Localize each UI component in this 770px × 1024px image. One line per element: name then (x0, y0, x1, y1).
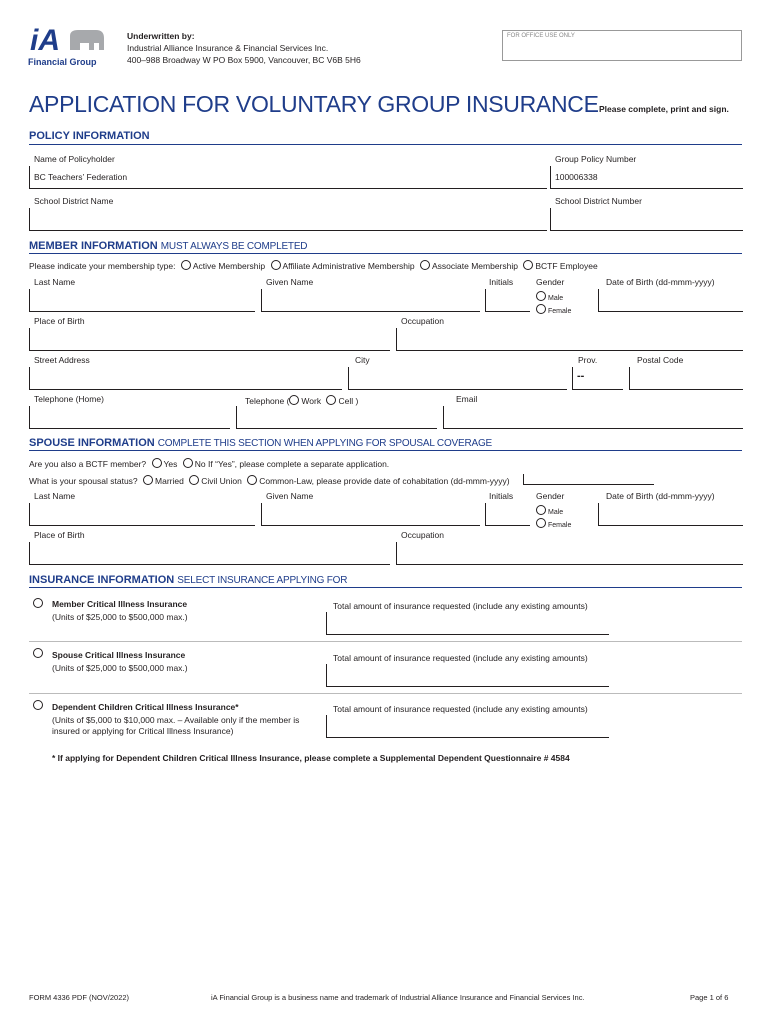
spouse-given-name-label: Given Name (266, 491, 314, 501)
postal-code-field[interactable] (629, 367, 743, 390)
telephone-cell-label: Cell ) (338, 396, 359, 406)
spouse-male-radio[interactable] (536, 505, 546, 515)
member-last-name-label: Last Name (34, 277, 76, 287)
logo-subtitle: Financial Group (28, 57, 97, 67)
email-label: Email (456, 394, 478, 404)
member-male-radio[interactable] (536, 291, 546, 301)
spouse-married-radio[interactable] (143, 475, 153, 485)
telephone-home-label: Telephone (Home) (34, 394, 104, 404)
spouse-married-label: Married (155, 476, 184, 486)
member-initials-field[interactable] (485, 289, 530, 312)
telephone-other-field[interactable] (236, 406, 437, 429)
spouse-ci-amount-label: Total amount of insurance requested (include any existing amounts) (333, 653, 588, 663)
membership-employee-radio[interactable] (523, 260, 533, 270)
spouse-female-label: Female (548, 522, 572, 529)
telephone-work-label: Work (301, 396, 322, 406)
membership-employee-label: BCTF Employee (535, 261, 598, 271)
spouse-subheading: COMPLETE THIS SECTION WHEN APPLYING FOR SPOUSAL COVERAGE (157, 438, 493, 449)
membership-associate-radio[interactable] (420, 260, 430, 270)
email-field[interactable] (443, 406, 743, 429)
company-name: Industrial Alliance Insurance & Financial Services Inc. (127, 43, 329, 53)
insurance-footnote: * If applying for Dependent Children Critical Illness Insurance, please complete a Supplemental Dependent Questionnaire # 4584 (52, 753, 570, 763)
member-given-name-field[interactable] (261, 289, 480, 312)
member-given-name-label: Given Name (266, 277, 314, 287)
spouse-ci-amount-field[interactable] (326, 664, 609, 687)
spouse-last-name-field[interactable] (29, 503, 255, 526)
spouse-ci-title: Spouse Critical Illness Insurance (52, 650, 186, 660)
member-male-label: Male (548, 295, 564, 302)
member-female-radio[interactable] (536, 304, 546, 314)
member-ci-amount-field[interactable] (326, 612, 609, 635)
spouse-civil-union-radio[interactable] (189, 475, 199, 485)
postal-code-label: Postal Code (637, 355, 684, 365)
spouse-ci-note: (Units of $25,000 to $500,000 max.) (52, 663, 188, 673)
member-subheading: MUST ALWAYS BE COMPLETED (160, 241, 308, 252)
member-ci-radio[interactable] (33, 598, 43, 608)
underwritten-label: Underwritten by: (127, 31, 195, 41)
telephone-home-field[interactable] (29, 406, 230, 429)
title-note: Please complete, print and sign. (599, 104, 729, 114)
policyholder-value: BC Teachers’ Federation (34, 172, 128, 182)
spouse-dob-field[interactable] (598, 503, 743, 526)
spouse-initials-field[interactable] (485, 503, 530, 526)
member-place-of-birth-field[interactable] (29, 328, 390, 351)
telephone-cell-radio[interactable] (326, 395, 336, 405)
membership-affiliate-radio[interactable] (271, 260, 281, 270)
member-dob-field[interactable] (598, 289, 743, 312)
membership-active-label: Active Membership (192, 261, 266, 271)
member-ci-title: Member Critical Illness Insurance (52, 599, 188, 609)
spouse-bctf-no-radio[interactable] (183, 458, 193, 468)
membership-prompt: Please indicate your membership type: (29, 261, 176, 271)
prov-label: Prov. (578, 355, 598, 365)
page-number: Page 1 of 6 (690, 993, 729, 1002)
prov-value: -- (577, 370, 585, 382)
spouse-bctf-note: If “Yes”, please complete a separate application. (208, 459, 390, 469)
elephant-icon (66, 28, 106, 52)
member-occupation-field[interactable] (396, 328, 743, 351)
school-district-number-field[interactable] (550, 208, 743, 231)
street-address-label: Street Address (34, 355, 90, 365)
office-use-label: FOR OFFICE USE ONLY (507, 33, 575, 39)
prov-select[interactable] (572, 367, 623, 390)
spouse-place-of-birth-label: Place of Birth (34, 530, 85, 540)
spouse-dob-label: Date of Birth (dd-mmm-yyyy) (606, 491, 715, 501)
company-address: 400–988 Broadway W PO Box 5900, Vancouver, BC V6B 5H6 (127, 55, 361, 65)
school-district-number-label: School District Number (555, 196, 642, 206)
dependent-ci-radio[interactable] (33, 700, 43, 710)
dependent-ci-note: (Units of $5,000 to $10,000 max. – Available only if the member is insured or applying for Critical Illness Insurance) (52, 715, 300, 736)
form-code: FORM 4336 PDF (NOV/2022) (29, 993, 130, 1002)
spouse-occupation-label: Occupation (401, 530, 444, 540)
membership-affiliate-label: Affiliate Administrative Membership (282, 261, 415, 271)
spouse-civil-union-label: Civil Union (201, 476, 242, 486)
spouse-last-name-label: Last Name (34, 491, 76, 501)
spouse-initials-label: Initials (489, 491, 514, 501)
city-field[interactable] (348, 367, 567, 390)
member-female-label: Female (548, 308, 572, 315)
page-title: APPLICATION FOR VOLUNTARY GROUP INSURANCE (29, 91, 599, 117)
membership-associate-label: Associate Membership (432, 261, 518, 271)
spouse-place-of-birth-field[interactable] (29, 542, 390, 565)
trademark-notice: iA Financial Group is a business name and trademark of Industrial Alliance Insurance and Financial Services Inc. (211, 993, 585, 1002)
insurance-heading: INSURANCE INFORMATION (29, 574, 175, 586)
school-district-name-field[interactable] (29, 208, 547, 231)
group-policy-field[interactable] (550, 166, 743, 189)
telephone-prefix-label: Telephone ( (245, 396, 290, 406)
member-ci-amount-label: Total amount of insurance requested (include any existing amounts) (333, 601, 588, 611)
dependent-ci-amount-label: Total amount of insurance requested (include any existing amounts) (333, 704, 588, 714)
spouse-heading: SPOUSE INFORMATION (29, 437, 155, 449)
member-heading: MEMBER INFORMATION (29, 240, 158, 252)
spouse-male-label: Male (548, 509, 564, 516)
policyholder-label: Name of Policyholder (34, 154, 115, 164)
ia-logo (28, 26, 106, 72)
spouse-gender-label: Gender (536, 491, 565, 501)
dependent-ci-title: Dependent Children Critical Illness Insurance* (52, 702, 239, 712)
group-policy-label: Group Policy Number (555, 154, 637, 164)
spouse-bctf-yes-label: Yes (163, 459, 178, 469)
street-address-field[interactable] (29, 367, 342, 390)
spouse-bctf-no-label: No (194, 459, 206, 469)
policy-heading: POLICY INFORMATION (29, 130, 150, 142)
city-label: City (355, 355, 370, 365)
membership-active-radio[interactable] (181, 260, 191, 270)
spouse-occupation-field[interactable] (396, 542, 743, 565)
school-district-name-label: School District Name (34, 196, 114, 206)
spouse-given-name-field[interactable] (261, 503, 480, 526)
group-policy-value: 100006338 (555, 172, 598, 182)
member-dob-label: Date of Birth (dd-mmm-yyyy) (606, 277, 715, 287)
spouse-common-law-label: Common-Law, please provide date of cohabitation (dd-mmm-yyyy) (259, 476, 510, 486)
insurance-subheading: SELECT INSURANCE APPLYING FOR (177, 575, 348, 586)
member-gender-label: Gender (536, 277, 565, 287)
member-place-of-birth-label: Place of Birth (34, 316, 85, 326)
member-last-name-field[interactable] (29, 289, 255, 312)
spouse-female-radio[interactable] (536, 518, 546, 528)
member-occupation-label: Occupation (401, 316, 444, 326)
policyholder-field[interactable] (29, 166, 547, 189)
logo-text: iA (30, 24, 60, 57)
spouse-common-law-radio[interactable] (247, 475, 257, 485)
telephone-work-radio[interactable] (289, 395, 299, 405)
spouse-bctf-yes-radio[interactable] (152, 458, 162, 468)
cohabitation-date-field[interactable] (523, 474, 654, 485)
member-initials-label: Initials (489, 277, 514, 287)
member-ci-note: (Units of $25,000 to $500,000 max.) (52, 612, 188, 622)
spouse-status-question: What is your spousal status? (29, 476, 138, 486)
spouse-ci-radio[interactable] (33, 648, 43, 658)
spouse-bctf-question: Are you also a BCTF member? (29, 459, 147, 469)
dependent-ci-amount-field[interactable] (326, 715, 609, 738)
office-use-box[interactable] (502, 30, 742, 61)
